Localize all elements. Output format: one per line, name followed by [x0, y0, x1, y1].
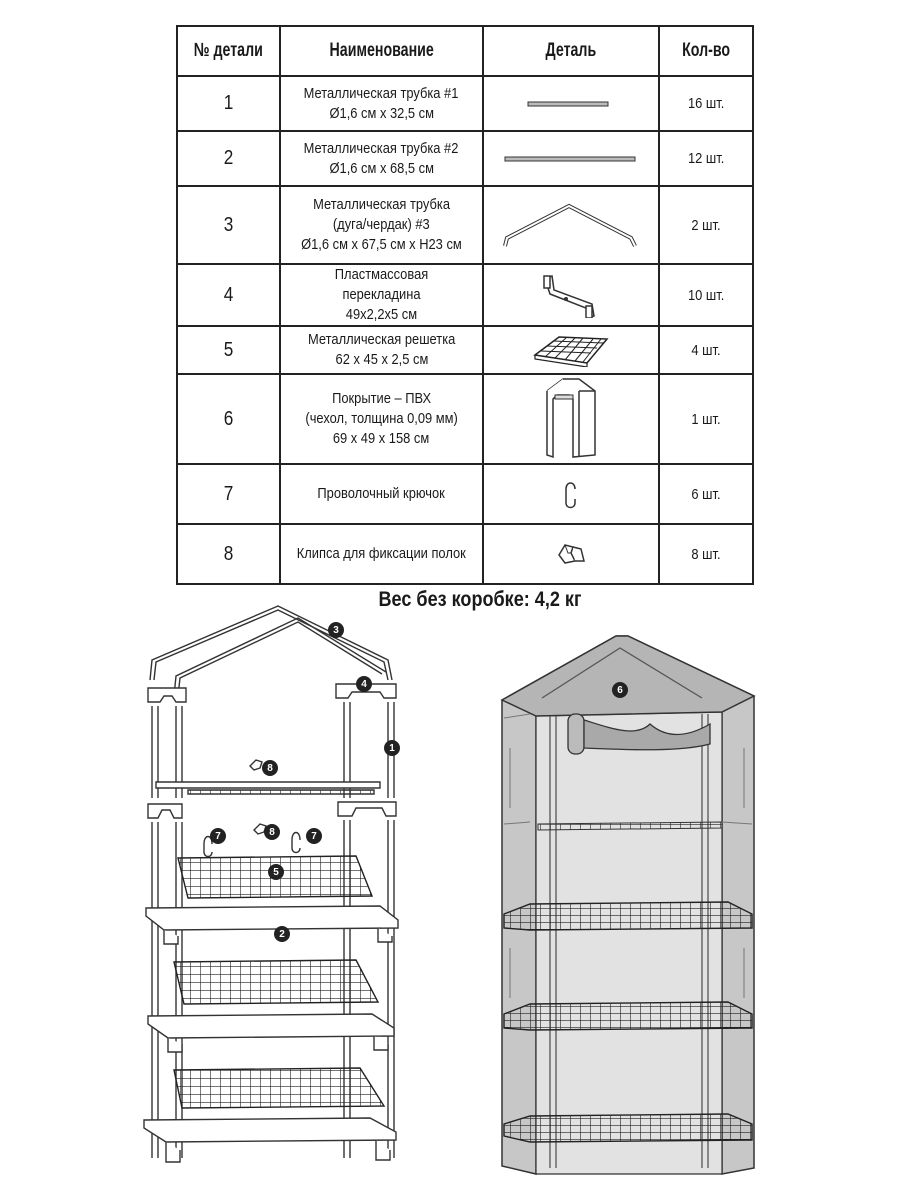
svg-text:7: 7	[215, 831, 221, 842]
wire-grid-icon	[531, 333, 611, 367]
part-name: Металлическая трубка #1 Ø1,6 см x 32,5 см	[280, 76, 483, 131]
part-name: Металлическая решетка 62 x 45 x 2,5 см	[280, 326, 483, 374]
exploded-assembly-drawing	[130, 598, 410, 1178]
part-image	[483, 76, 659, 131]
svg-text:8: 8	[267, 763, 273, 774]
part-name: Металлическая трубка (дуга/чердак) #3 Ø1,6 см x 67,5 см x H23 см	[280, 186, 483, 264]
table-header-row	[177, 26, 753, 76]
part-quantity: 4 шт.	[659, 326, 753, 374]
svg-text:8: 8	[269, 827, 275, 838]
arch-tube-icon	[501, 200, 641, 250]
svg-text:1: 1	[389, 743, 395, 754]
svg-text:2: 2	[279, 929, 285, 940]
parts-table	[176, 25, 754, 585]
part-quantity: 16 шт.	[659, 76, 753, 131]
table-row	[177, 524, 753, 584]
part-image	[483, 131, 659, 186]
svg-text:7: 7	[311, 831, 317, 842]
part-name: Клипса для фиксации полок	[280, 524, 483, 584]
part-name: Проволочный крючок	[280, 464, 483, 524]
pvc-cover-icon	[541, 377, 601, 461]
part-image	[483, 186, 659, 264]
part-name: Пластмассовая перекладина 49x2,2x5 см	[280, 264, 483, 326]
table-row	[177, 464, 753, 524]
svg-text:5: 5	[273, 867, 279, 878]
part-quantity: 1 шт.	[659, 374, 753, 464]
short-tube-icon	[526, 99, 616, 109]
table-row	[177, 264, 753, 326]
wire-hook-icon	[559, 477, 583, 511]
header-part: Деталь	[496, 26, 646, 76]
part-number: 4	[177, 264, 280, 326]
long-tube-icon	[503, 154, 639, 164]
table-row	[177, 326, 753, 374]
part-number: 3	[177, 186, 280, 264]
header-quantity: Кол-во	[666, 26, 746, 76]
part-number: 6	[177, 374, 280, 464]
part-quantity: 2 шт.	[659, 186, 753, 264]
part-quantity: 10 шт.	[659, 264, 753, 326]
svg-text:6: 6	[617, 685, 623, 696]
part-number: 8	[177, 524, 280, 584]
part-name: Металлическая трубка #2 Ø1,6 см x 68,5 см	[280, 131, 483, 186]
header-name: Наименование	[295, 26, 468, 76]
part-quantity: 6 шт.	[659, 464, 753, 524]
assembled-greenhouse-drawing	[490, 628, 760, 1178]
part-image	[483, 464, 659, 524]
header-part-number: № детали	[185, 26, 273, 76]
part-number: 5	[177, 326, 280, 374]
part-image	[483, 374, 659, 464]
crossbar-icon	[536, 272, 606, 318]
part-name: Покрытие – ПВХ (чехол, толщина 0,09 мм) 69 x 49 x 158 см	[280, 374, 483, 464]
part-number: 1	[177, 76, 280, 131]
table-row	[177, 374, 753, 464]
table-row	[177, 186, 753, 264]
shelf-clip-icon	[556, 541, 586, 567]
part-image	[483, 326, 659, 374]
table-row	[177, 76, 753, 131]
part-image	[483, 264, 659, 326]
part-number: 2	[177, 131, 280, 186]
part-number: 7	[177, 464, 280, 524]
part-quantity: 12 шт.	[659, 131, 753, 186]
svg-text:4: 4	[361, 679, 367, 690]
weight-label: Вес без коробке: 4,2 кг	[378, 588, 582, 611]
svg-text:3: 3	[333, 625, 339, 636]
table-row	[177, 131, 753, 186]
part-quantity: 8 шт.	[659, 524, 753, 584]
part-image	[483, 524, 659, 584]
